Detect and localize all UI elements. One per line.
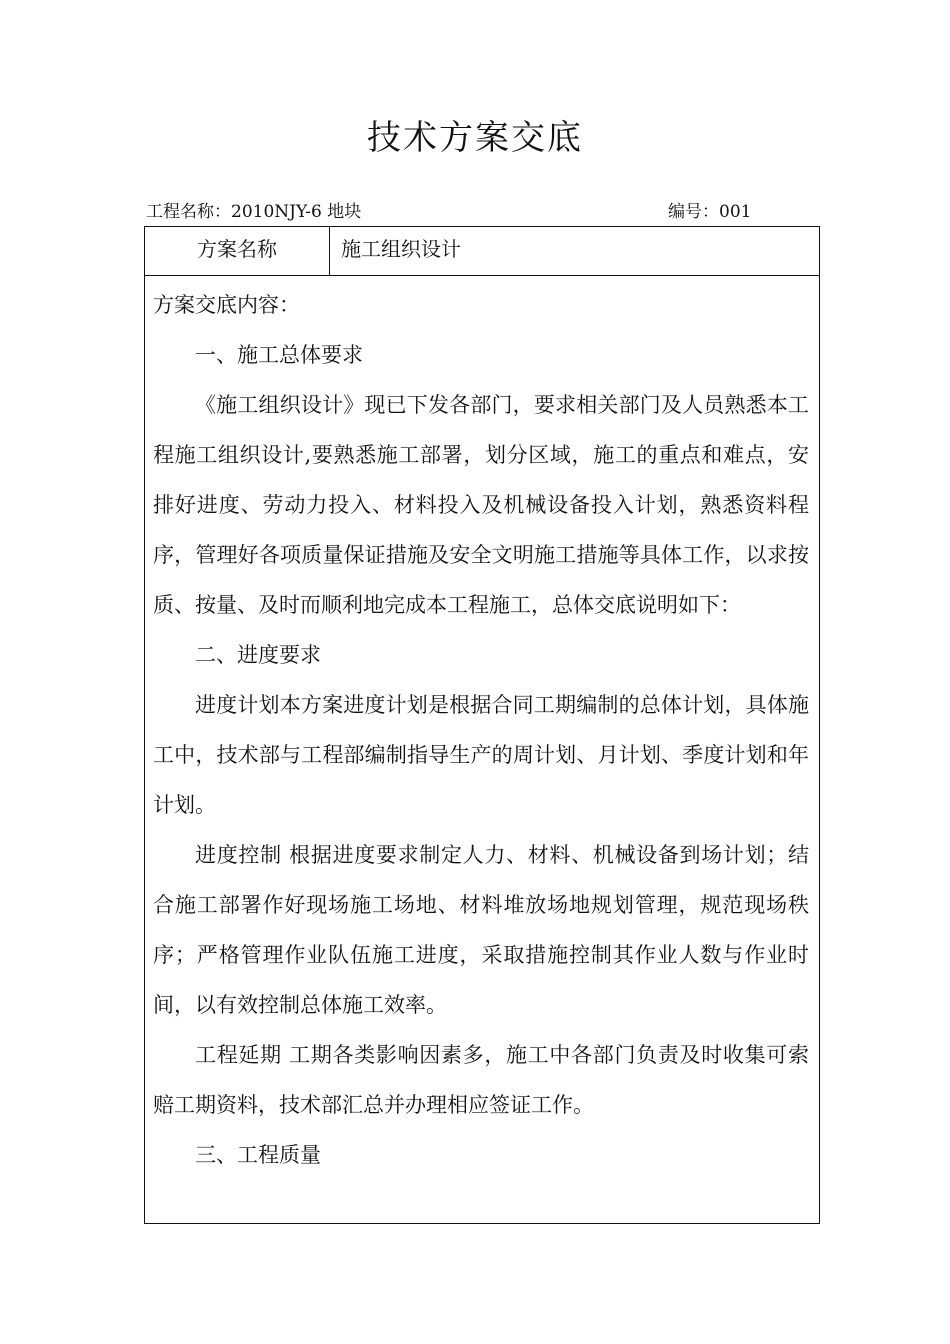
document-meta-row <box>146 200 820 224</box>
disclosure-table <box>144 226 820 1224</box>
project-name: 工程名称：2010NJY-6 地块 <box>146 202 362 222</box>
section-paragraph: 《施工组织设计》现已下发各部门，要求相关部门及人员熟悉本工程施工组织设计,要熟悉施工部署，划分区域，施工的重点和难点，安排好进度、劳动力投入、材料投入及机械设备投入计划，熟悉资料程序，管理好各项质量保证措施及安全文明施工措施等具体工作，以求按质、按量、及时而顺利地完成本工程施工，总体交底说明如下： <box>153 393 809 617</box>
section-heading: 三、工程质量 <box>195 1143 321 1167</box>
content-label: 方案交底内容： <box>153 293 300 317</box>
scheme-name-row <box>145 227 819 276</box>
scheme-name-label: 方案名称 <box>145 227 330 275</box>
section-paragraph: 进度控制 根据进度要求制定人力、材料、机械设备到场计划；结合施工部署作好现场施工场地、材料堆放场地规划管理，规范现场秩序；严格管理作业队伍施工进度，采取措施控制其作业人数与作业时间，以有效控制总体施工效率。 <box>153 843 809 1017</box>
disclosure-content <box>145 276 819 1180</box>
section-heading: 一、施工总体要求 <box>195 343 363 367</box>
document-title: 技术方案交底 <box>367 118 583 158</box>
section-heading: 二、进度要求 <box>195 643 321 667</box>
section-paragraph: 进度计划本方案进度计划是根据合同工期编制的总体计划，具体施工中，技术部与工程部编制指导生产的周计划、月计划、季度计划和年计划。 <box>153 693 809 817</box>
section-paragraph: 工程延期 工期各类影响因素多，施工中各部门负责及时收集可索赔工期资料，技术部汇总并办理相应签证工作。 <box>153 1043 809 1117</box>
document-number: 编号：001 <box>668 202 752 222</box>
scheme-name-value: 施工组织设计 <box>341 237 461 261</box>
